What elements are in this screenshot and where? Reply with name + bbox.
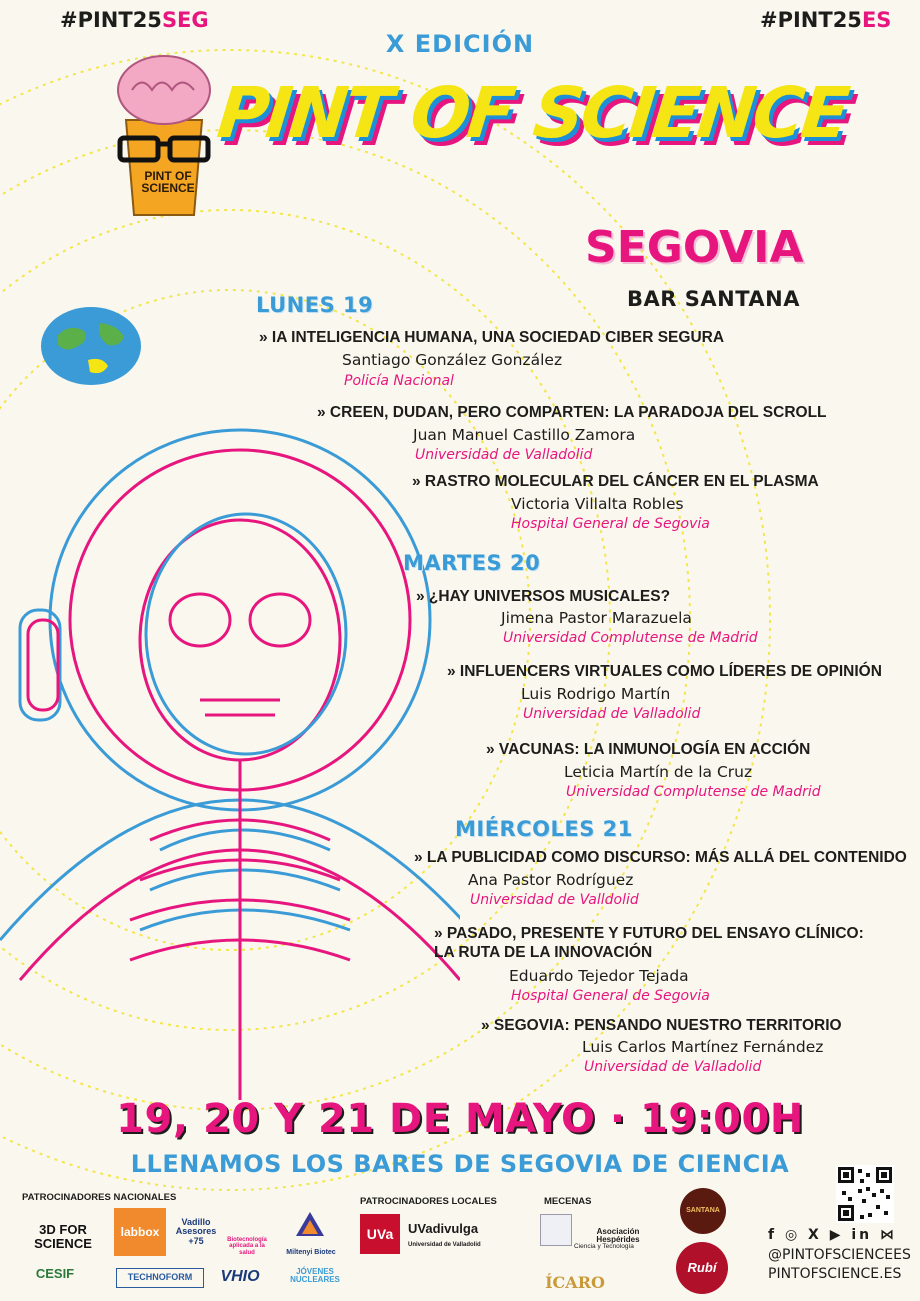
pint-mascot-logo: [112, 50, 216, 220]
talk-organization: Universidad de Valladolid: [415, 447, 593, 463]
talk-organization: Universidad Complutense de Madrid: [566, 784, 821, 800]
hesperides-emblem-icon: [540, 1214, 572, 1246]
venue-name: BAR SANTANA: [627, 287, 800, 311]
rubi-logo: Rubí: [676, 1242, 728, 1294]
local-sponsors-label: PATROCINADORES LOCALES: [360, 1196, 497, 1207]
cesif-logo: CESIF: [35, 1266, 75, 1282]
icaro-logo: ÍCARO: [545, 1272, 605, 1292]
hashtag-left: #PINT25SEG: [60, 8, 209, 32]
talk-title: » ¿HAY UNIVERSOS MUSICALES?: [416, 588, 671, 605]
talk-speaker: Leticia Martín de la Cruz: [564, 763, 753, 781]
earth-icon: [38, 305, 144, 387]
talk-title: » IA INTELIGENCIA HUMANA, UNA SOCIEDAD CIBER SEGURA: [259, 329, 725, 346]
talk-title: » LA PUBLICIDAD COMO DISCURSO: MÁS ALLÁ DEL CONTENIDO: [414, 849, 907, 866]
national-sponsors-label: PATROCINADORES NACIONALES: [22, 1192, 177, 1203]
social-handle[interactable]: @PINTOFSCIENCEES: [768, 1246, 911, 1263]
uva-logo: UVa: [360, 1214, 400, 1254]
social-block: [768, 1226, 911, 1285]
social-media-icons[interactable]: f ◎ X ▶ in ⋈: [768, 1227, 898, 1243]
hesperides-subtitle: Ciencia y Tecnología: [574, 1242, 634, 1250]
day-heading-tuesday: MARTES 20: [403, 551, 541, 575]
astronaut-skeleton-illustration: [0, 420, 460, 1110]
event-title: PINT OF SCIENCE: [213, 72, 851, 154]
miltenyi-logo: Miltenyi Biotec: [286, 1248, 336, 1256]
vhio-logo: VHIO: [220, 1267, 260, 1285]
talk-speaker: Ana Pastor Rodríguez: [468, 871, 634, 889]
event-dates: 19, 20 Y 21 DE MAYO · 19:00H: [116, 1096, 804, 1142]
talk-speaker: Eduardo Tejedor Tejada: [509, 967, 689, 985]
talk-speaker: Victoria Villalta Robles: [511, 495, 684, 513]
talk-organization: Policía Nacional: [344, 373, 454, 389]
edition-label: X EDICIÓN: [385, 30, 535, 58]
talk-title: » INFLUENCERS VIRTUALES COMO LÍDERES DE OPINIÓN: [447, 663, 882, 680]
uvadivulga-logo: UVadivulga: [408, 1221, 479, 1237]
talk-speaker: Santiago González González: [342, 351, 563, 369]
website-link[interactable]: PINTOFSCIENCE.ES: [768, 1266, 902, 1283]
hashtag-right: #PINT25ES: [760, 8, 892, 32]
jovenes-nucleares-logo: JÓVENES NUCLEARES: [290, 1266, 340, 1284]
talk-organization: Universidad Complutense de Madrid: [503, 630, 758, 646]
talk-title: » VACUNAS: LA INMUNOLOGÍA EN ACCIÓN: [486, 741, 811, 758]
forscience-logo: 3D FOR SCIENCE: [34, 1222, 92, 1251]
talk-title: » PASADO, PRESENTE Y FUTURO DEL ENSAYO CLÍNICO:: [434, 925, 864, 942]
santana-logo: SANTANA: [680, 1188, 726, 1234]
talk-organization: Hospital General de Segovia: [511, 988, 710, 1004]
patrons-label: MECENAS: [544, 1196, 592, 1207]
miltenyi-triangle-icon: [296, 1212, 324, 1236]
day-heading-monday: LUNES 19: [256, 293, 374, 317]
talk-title: » SEGOVIA: PENSANDO NUESTRO TERRITORIO: [481, 1017, 842, 1034]
biotech-logo: Biotecnología aplicada a la salud: [227, 1237, 267, 1256]
talk-speaker: Juan Manuel Castillo Zamora: [413, 426, 636, 444]
hesperides-logo: Asociación Hespérides: [596, 1226, 640, 1244]
vadillo-logo: Vadillo Asesores +75: [175, 1216, 217, 1246]
city-name: SEGOVIA: [585, 222, 804, 273]
labbox-logo: labbox: [114, 1208, 166, 1256]
talk-title: » RASTRO MOLECULAR DEL CÁNCER EN EL PLASMA: [412, 473, 819, 490]
talk-speaker: Jimena Pastor Marazuela: [501, 609, 692, 627]
talk-title-line2: LA RUTA DE LA INNOVACIÓN: [434, 944, 653, 961]
talk-organization: Universidad de Valladolid: [584, 1059, 762, 1075]
qr-code[interactable]: [836, 1165, 894, 1223]
technoform-logo: TECHNOFORM: [116, 1268, 204, 1288]
talk-speaker: Luis Rodrigo Martín: [521, 685, 671, 703]
uvadivulga-subtitle: Universidad de Valladolid: [408, 1241, 481, 1248]
talk-organization: Hospital General de Segovia: [511, 516, 710, 532]
mascot-logo-text: PINT OF SCIENCE: [141, 169, 195, 195]
talk-organization: Universidad de Valladolid: [523, 706, 701, 722]
talk-title: » CREEN, DUDAN, PERO COMPARTEN: LA PARADOJA DEL SCROLL: [317, 404, 827, 421]
talk-speaker: Luis Carlos Martínez Fernández: [582, 1038, 824, 1056]
day-heading-wednesday: MIÉRCOLES 21: [455, 817, 633, 841]
talk-organization: Universidad de Valldolid: [470, 892, 639, 908]
event-slogan: LLENAMOS LOS BARES DE SEGOVIA DE CIENCIA: [130, 1150, 790, 1178]
